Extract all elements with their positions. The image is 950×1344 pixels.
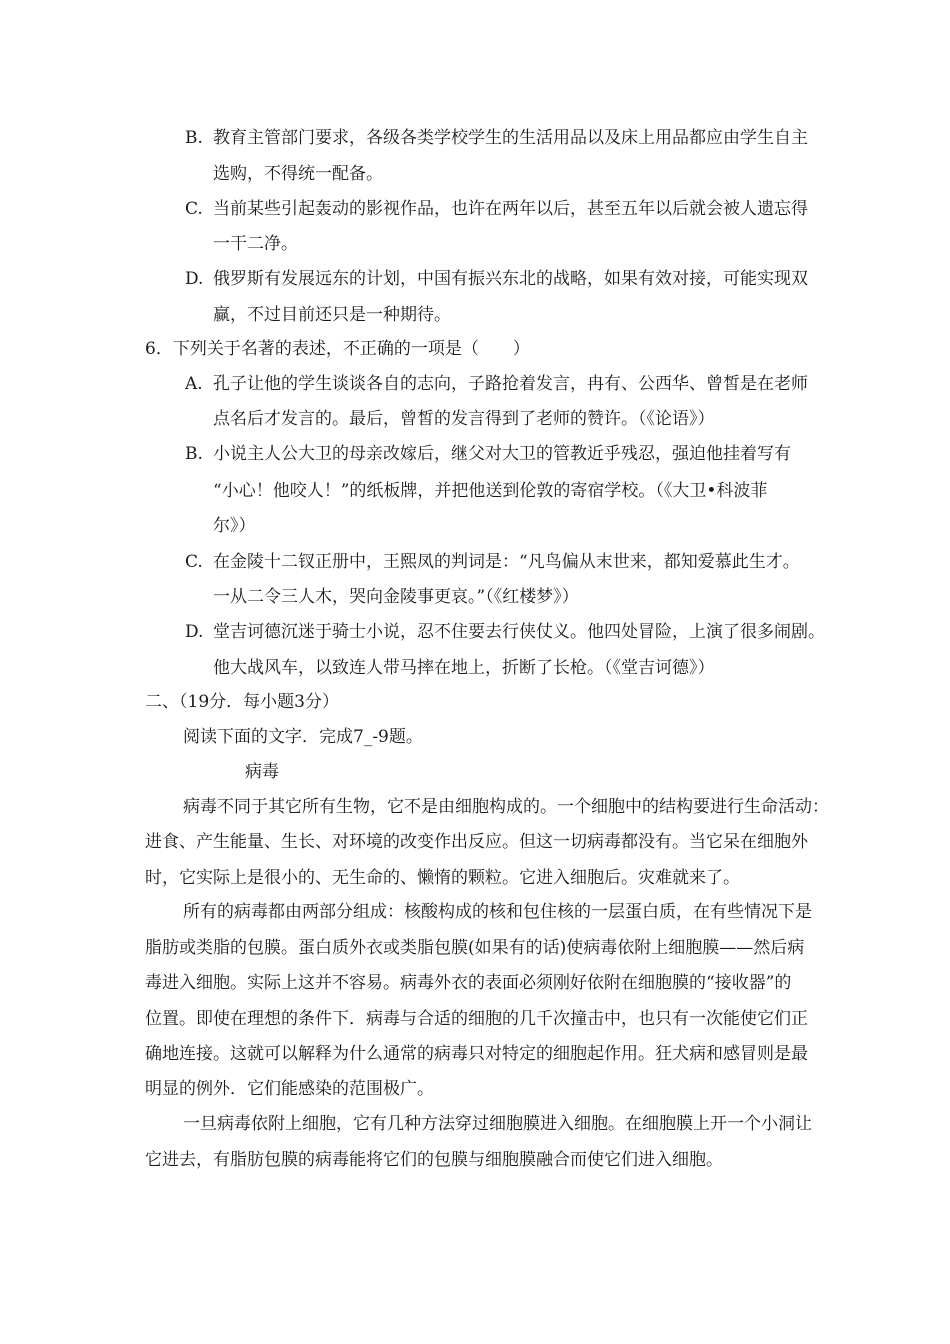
q6-option-b-cont: “小心！他咬人！”的纸板牌，并把他送到伦敦的寄宿学校。（《大卫•科波菲 [213, 481, 768, 501]
option-letter: C. [185, 552, 203, 572]
option-text: 堂吉诃德沉迷于骑士小说，忍不住要去行侠仗义。他四处冒险，上演了很多闹剧。 [213, 622, 825, 642]
option-letter: D. [185, 269, 204, 289]
q6-option-c-cont: 一从二令三人木，哭向金陵事更哀。”（《红楼梦》） [213, 587, 579, 607]
option-text: 小说主人公大卫的母亲改嫁后，继父对大卫的管教近乎残忍，强迫他挂着写有 [213, 444, 791, 464]
paragraph-line: 一旦病毒依附上细胞，它有几种方法穿过细胞膜进入细胞。在细胞膜上开一个小洞让 [183, 1114, 812, 1134]
option-text: 当前某些引起轰动的影视作品，也许在两年以后，甚至五年以后就会被人遗忘得 [213, 199, 808, 219]
option-letter: B. [185, 128, 203, 148]
paragraph-line: 位置。即使在理想的条件下．病毒与合适的细胞的几千次撞击中，也只有一次能使它们正 [145, 1009, 808, 1029]
option-letter: D. [185, 622, 204, 642]
option-text: 孔子让他的学生谈谈各自的志向，子路抢着发言，冉有、公西华、曾皙是在老师 [213, 374, 808, 394]
q6-option-c [185, 552, 800, 572]
section-heading: 二、（19分．每小题3分） [145, 692, 339, 712]
paragraph-line: 明显的例外．它们能感染的范围极广。 [145, 1079, 434, 1099]
paragraph-line: 毒进入细胞。实际上这并不容易。病毒外衣的表面必须刚好依附在细胞膜的“接收器”的 [145, 973, 792, 993]
paragraph-line: 时，它实际上是很小的、无生命的、懒惰的颗粒。它进入细胞后。灾难就来了。 [145, 868, 740, 888]
paragraph-line: 脂肪或类脂的包膜。蛋白质外衣或类脂包膜(如果有的话)使病毒依附上细胞膜——然后病 [145, 938, 805, 958]
q5-option-d-cont: 赢，不过目前还只是一种期待。 [213, 305, 451, 325]
q5-option-b [185, 128, 808, 148]
paragraph-line: 病毒不同于其它所有生物，它不是由细胞构成的。一个细胞中的结构要进行生命活动： [183, 797, 829, 817]
q5-option-c-cont: 一干二净。 [213, 234, 298, 254]
q6-option-a [185, 374, 808, 394]
paragraph-line: 它进去，有脂肪包膜的病毒能将它们的包膜与细胞膜融合而使它们进入细胞。 [145, 1150, 723, 1170]
option-text: 俄罗斯有发展远东的计划，中国有振兴东北的战略，如果有效对接，可能实现双 [213, 269, 808, 289]
q5-option-b-cont: 选购，不得统一配备。 [213, 164, 383, 184]
option-letter: B. [185, 444, 203, 464]
article-title: 病毒 [245, 762, 279, 782]
paragraph-line: 进食、产生能量、生长、对环境的改变作出反应。但这一切病毒都没有。当它呆在细胞外 [145, 832, 808, 852]
option-text: 教育主管部门要求，各级各类学校学生的生活用品以及床上用品都应由学生自主 [213, 128, 808, 148]
q6-option-a-cont: 点名后才发言的。最后，曾皙的发言得到了老师的赞许。（《论语》） [213, 409, 715, 429]
q6-option-b-cont2: 尔》） [213, 516, 256, 536]
q6-stem: 6．下列关于名著的表述，不正确的一项是（ ） [145, 339, 530, 359]
option-text: 在金陵十二钗正册中，王熙凤的判词是：“凡鸟偏从末世来，都知爱慕此生才。 [213, 552, 800, 572]
q6-option-d [185, 622, 825, 642]
paragraph-line: 确地连接。这就可以解释为什么通常的病毒只对特定的细胞起作用。狂犬病和感冒则是最 [145, 1044, 808, 1064]
paragraph-line: 所有的病毒都由两部分组成：核酸构成的核和包住核的一层蛋白质，在有些情况下是 [183, 902, 812, 922]
option-letter: A. [185, 374, 203, 394]
q5-option-c [185, 199, 808, 219]
q5-option-d [185, 269, 808, 289]
reading-instruction: 阅读下面的文字．完成7_-9题。 [183, 727, 423, 747]
q6-option-b [185, 444, 791, 464]
option-letter: C. [185, 199, 203, 219]
q6-option-d-cont: 他大战风车，以致连人带马摔在地上，折断了长枪。（《堂吉诃德》） [213, 658, 715, 678]
